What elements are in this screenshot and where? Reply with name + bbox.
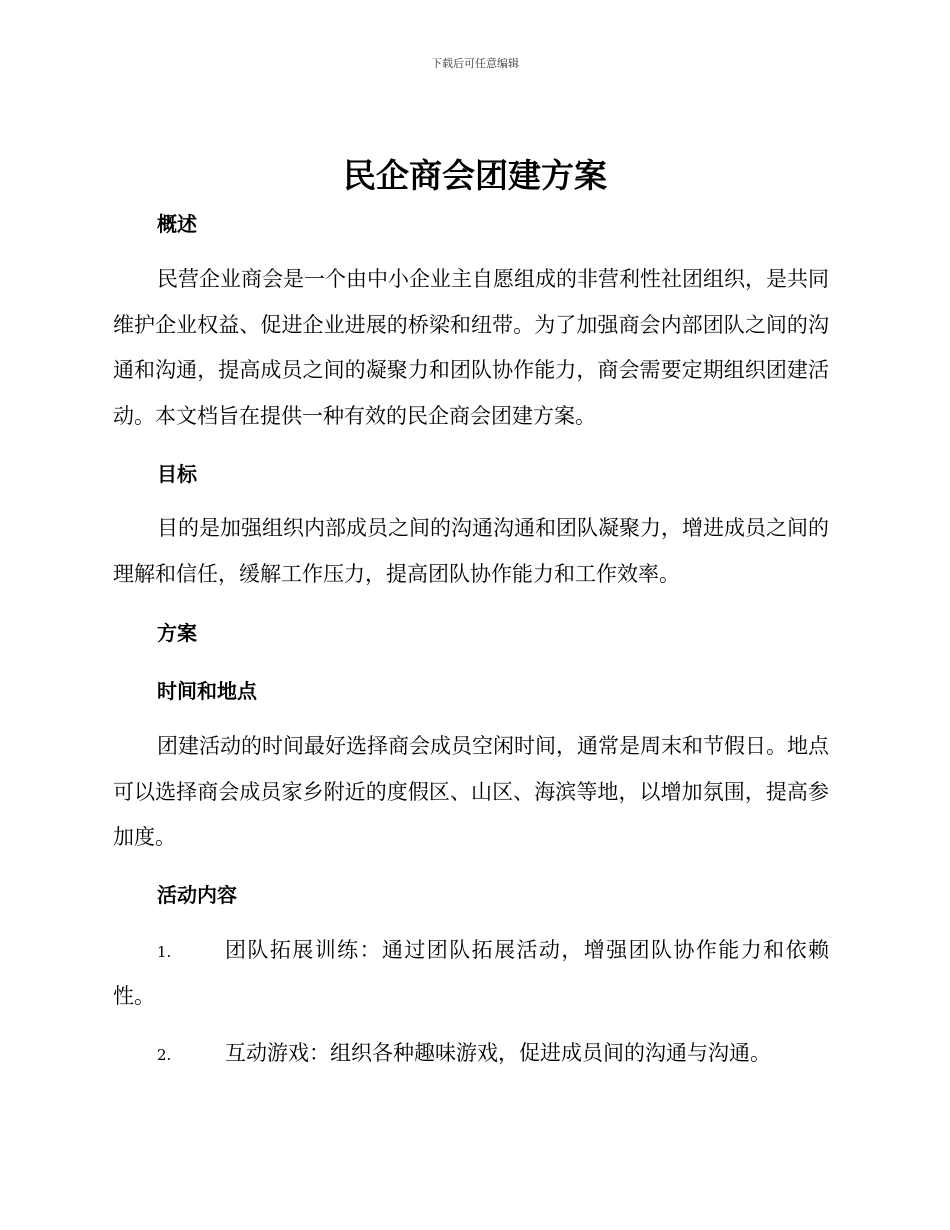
section-heading-plan: 方案	[157, 621, 197, 645]
paragraph-overview: 民营企业商会是一个由中小企业主自愿组成的非营利性社团组织，是共同维护企业权益、促进企业进展的桥梁和纽带。为了加强商会内部团队之间的沟通和沟通，提高成员之间的凝聚力和团队协作能力，商会需要定期组织团建活动。本文档旨在提供一种有效的民企商会团建方案。	[113, 267, 829, 428]
list-item	[113, 928, 829, 1019]
list-item-text: 互动游戏：组织各种趣味游戏，促进成员间的沟通与沟通。	[225, 1041, 771, 1065]
subsection-heading-time-place: 时间和地点	[157, 679, 257, 703]
page-title: 民企商会团建方案	[343, 156, 607, 195]
list-item-text: 团队拓展训练：通过团队拓展活动，增强团队协作能力和依赖性。	[113, 938, 829, 1008]
header-note: 下载后可任意编辑	[431, 57, 519, 70]
paragraph-goal: 目的是加强组织内部成员之间的沟通沟通和团队凝聚力，增进成员之间的理解和信任，缓解工作压力，提高团队协作能力和工作效率。	[113, 516, 829, 586]
list-item-number: 1.	[157, 943, 172, 961]
list-item-number: 2.	[157, 1046, 172, 1064]
paragraph-time-place: 团建活动的时间最好选择商会成员空闲时间，通常是周末和节假日。地点可以选择商会成员家乡附近的度假区、山区、海滨等地，以增加氛围，提高参加度。	[113, 734, 829, 849]
section-heading-goal: 目标	[157, 462, 197, 486]
list-item	[113, 1031, 829, 1077]
subsection-heading-activities: 活动内容	[157, 883, 237, 907]
section-heading-overview: 概述	[157, 212, 197, 236]
